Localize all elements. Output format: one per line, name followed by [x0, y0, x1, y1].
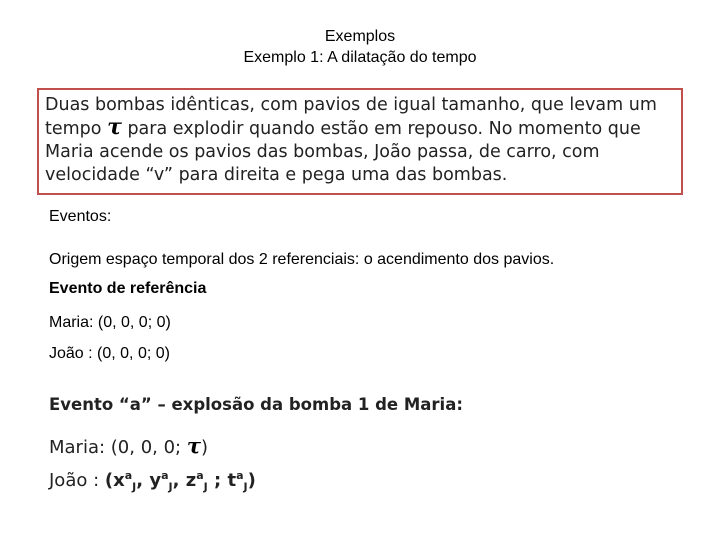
sup-a: a: [196, 469, 204, 482]
maria-event-a-pre: Maria: (0, 0, 0;: [49, 437, 187, 458]
joao-event-a-coords: [49, 469, 256, 494]
sub-j: J: [243, 480, 248, 494]
sup-a: a: [124, 469, 133, 482]
problem-line-2: [45, 114, 675, 141]
problem-line-3: Maria acende os pavios das bombas, João passa, de carro, com: [45, 142, 600, 162]
coord-x: x: [113, 470, 125, 491]
sub-j: J: [203, 480, 208, 494]
events-label: Eventos:: [49, 208, 112, 225]
semicolon-sep: ;: [207, 470, 228, 491]
sup-a: a: [161, 469, 169, 482]
problem-line-2-pre: tempo: [45, 119, 108, 139]
close-paren: ): [247, 470, 256, 491]
open-paren: (: [104, 470, 114, 491]
problem-line-2-post: para explodir quando estão em repouso. No momento que: [121, 119, 641, 139]
tau-symbol: τ: [107, 114, 122, 140]
problem-statement-box: [37, 88, 683, 195]
problem-line-1: Duas bombas idênticas, com pavios de igual tamanho, que levam um: [45, 95, 657, 115]
joao-reference-coords: João : (0, 0, 0; 0): [49, 345, 170, 362]
joao-event-a-pre: João :: [49, 470, 105, 491]
reference-event-title: Evento de referência: [49, 280, 207, 297]
coord-y: y: [149, 470, 162, 491]
maria-event-a-post: ): [200, 437, 209, 458]
comma-sep: ,: [172, 470, 186, 491]
sub-j: J: [168, 480, 173, 494]
sup-a: a: [236, 469, 244, 482]
joao-coords-expression: [104, 469, 256, 494]
origin-description: Origem espaço temporal dos 2 referenciais: o acendimento dos pavios.: [49, 251, 555, 268]
maria-reference-coords: Maria: (0, 0, 0; 0): [49, 314, 171, 331]
event-a-title: Evento “a” – explosão da bomba 1 de Maria:: [49, 395, 463, 414]
page-subtitle: Exemplo 1: A dilatação do tempo: [243, 49, 477, 66]
sub-j: J: [132, 480, 137, 494]
coord-t: t: [227, 470, 237, 491]
comma-sep: ,: [136, 470, 150, 491]
tau-symbol: τ: [186, 433, 201, 458]
problem-line-4: velocidade “v” para direita e pega uma das bombas.: [45, 165, 508, 185]
page-title: Exemplos: [324, 28, 396, 45]
coord-z: z: [185, 470, 197, 491]
maria-event-a-coords: [49, 433, 208, 458]
